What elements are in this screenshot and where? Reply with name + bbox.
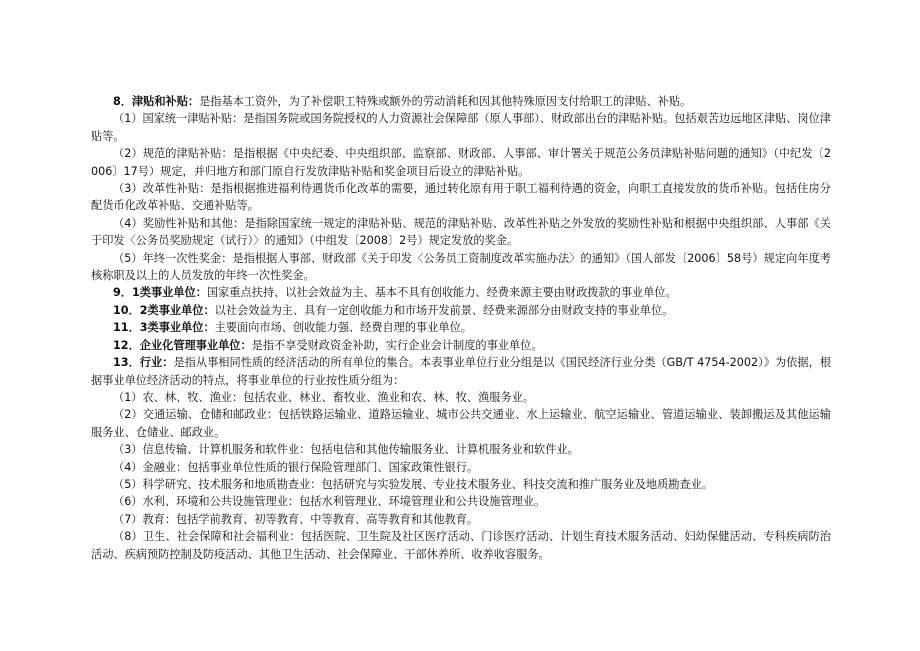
term-definition: 以社会效益为主、具有一定创收能力和市场开发前景、经费来源部分由财政支持的事业单位。 — [214, 303, 674, 317]
term-label: 11．3类事业单位： — [113, 321, 215, 335]
paragraph-8-allowances — [91, 93, 831, 110]
item-text: （5）年终一次性奖金：是指根据人事部、财政部《关于印发〈公务员工资制度改革实施办法〉的通知》（国人部发〔2006〕58号）规定向年度考核称职及以上的人员发放的年终一次性奖金。 — [91, 251, 831, 283]
item-text: （8）卫生、社会保障和社会福利业：包括医院、卫生院及社区医疗活动、门诊医疗活动、计划生育技术服务活动、妇幼保健活动、专科疾病防治活动、疾病预防控制及防疫活动、其他卫生活动、社会保障业、干部休养所、收养收容服务。 — [91, 530, 831, 561]
term-definition: 是指不享受财政资金补助，实行企业会计制度的事业单位。 — [251, 338, 543, 352]
paragraph-8-1 — [91, 110, 831, 145]
item-text: （1）国家统一津贴补贴：是指国务院或国务院授权的人力资源社会保障部（原人事部）、财政部出台的津贴补贴。包括艰苦边远地区津贴、岗位津贴等。 — [91, 112, 831, 143]
paragraph-13-6 — [91, 493, 831, 510]
term-definition: 是指基本工资外，为了补偿职工特殊或额外的劳动消耗和因其他特殊原因支付给职工的津贴、补贴。 — [199, 95, 692, 108]
term-definition: 是指从事相同性质的经济活动的所有单位的集合。本表事业单位行业分组是以《国民经济行业分类（GB/T 4754-2002）》为依据，根据事业单位经济活动的特点，将事业单位的行业按性质分组为： — [91, 356, 831, 387]
paragraph-13-industry — [91, 354, 831, 389]
paragraph-13-7 — [91, 511, 831, 528]
paragraph-9-class1-units — [91, 284, 831, 301]
paragraph-11-class3-units — [91, 319, 831, 336]
item-text: （4）奖励性补贴和其他：是指除国家统一规定的津贴补贴、规范的津贴补贴、改革性补贴之外发放的奖励性补贴和根据中央组织部、人事部《关于印发〈公务员奖励规定（试行）〉的通知》（中组发〔2008〕2号）规定发放的奖金。 — [91, 216, 831, 248]
paragraph-13-4 — [91, 459, 831, 476]
paragraph-8-2 — [91, 145, 831, 180]
term-label: 8．津贴和补贴： — [113, 95, 200, 108]
item-text: （5）科学研究、技术服务和地质勘查业：包括研究与实验发展、专业技术服务业、科技交流和推广服务业及地质勘查业。 — [113, 477, 714, 491]
paragraph-13-3 — [91, 441, 831, 458]
paragraph-13-5 — [91, 476, 831, 493]
term-definition: 主要面向市场、创收能力强、经费自理的事业单位。 — [214, 321, 472, 335]
term-label: 12．企业化管理事业单位： — [113, 338, 252, 352]
term-definition: 国家重点扶持、以社会效益为主、基本不具有创收能力、经费来源主要由财政拨款的事业单位。 — [206, 286, 677, 300]
paragraph-8-5 — [91, 250, 831, 285]
paragraph-8-4 — [91, 215, 831, 250]
paragraph-13-1 — [91, 389, 831, 406]
term-label: 10．2类事业单位： — [113, 303, 215, 317]
document-body — [91, 93, 831, 563]
paragraph-8-3 — [91, 180, 831, 215]
item-text: （3）信息传输、计算机服务和软件业：包括电信和其他传输服务业、计算机服务业和软件业。 — [113, 443, 579, 457]
term-label: 9．1类事业单位： — [113, 286, 207, 300]
item-text: （7）教育：包括学前教育、初等教育、中等教育、高等教育和其他教育。 — [113, 512, 479, 526]
paragraph-13-2 — [91, 406, 831, 441]
paragraph-12-enterprise-managed-units — [91, 337, 831, 354]
item-text: （3）改革性补贴：是指根据推进福利待遇货币化改革的需要，通过转化原有用于职工福利待遇的资金，向职工直接发放的货币补贴。包括住房分配货币化改革补贴、交通补贴等。 — [91, 182, 831, 213]
item-text: （2）规范的津贴补贴：是指根据《中央纪委、中央组织部、监察部、财政部、人事部、审计署关于规范公务员津贴补贴问题的通知》（中纪发〔2006〕17号）规定，并归地方和部门原自行发放津贴补贴和奖金项目后设立的津贴补贴。 — [91, 147, 831, 178]
term-label: 13．行业： — [113, 356, 174, 370]
item-text: （2）交通运输、仓储和邮政业：包括铁路运输业、道路运输业、城市公共交通业、水上运输业、航空运输业、管道运输业、装卸搬运及其他运输服务业、仓储业、邮政业。 — [91, 408, 831, 439]
item-text: （1）农、林、牧、渔业：包括农业、林业、畜牧业、渔业和农、林、牧、渔服务业。 — [113, 390, 535, 404]
paragraph-13-8 — [91, 528, 831, 563]
item-text: （6）水利、环境和公共设施管理业：包括水利管理业、环境管理业和公共设施管理业。 — [113, 495, 546, 509]
item-text: （4）金融业：包括事业单位性质的银行保险管理部门、国家政策性银行。 — [113, 460, 479, 474]
paragraph-10-class2-units — [91, 302, 831, 319]
